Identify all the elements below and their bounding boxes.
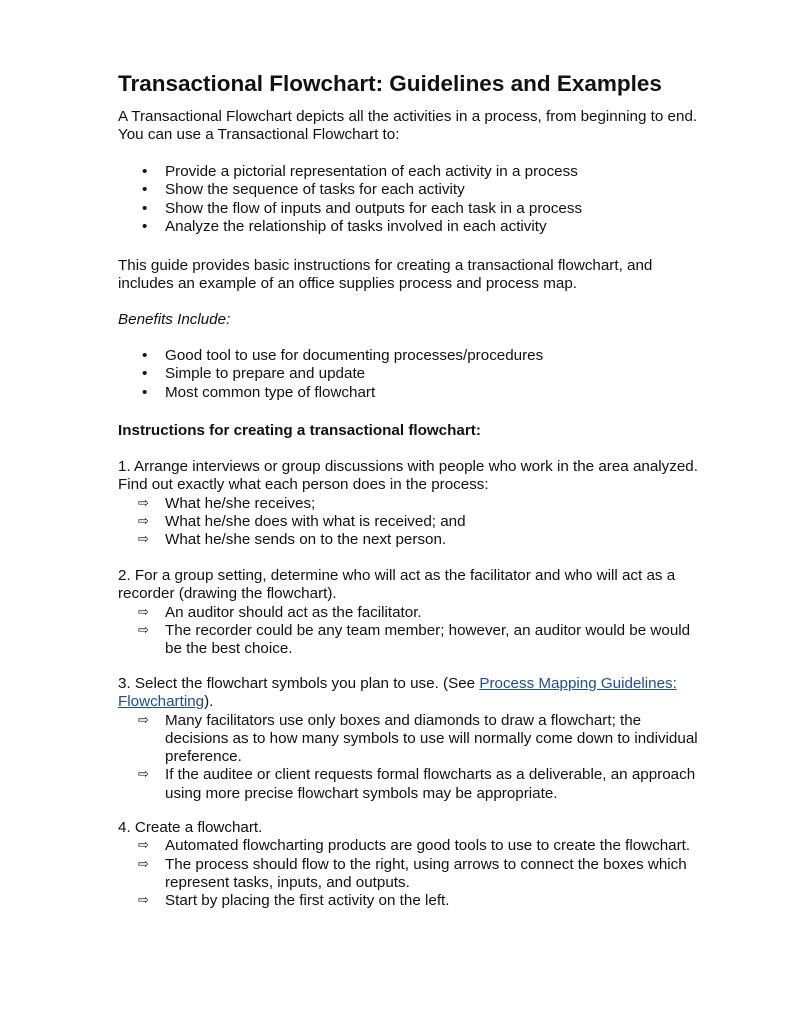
guide-paragraph: This guide provides basic instructions for creating a transactional flowchart, and includes an example of an office supplies process and process map. (118, 257, 653, 293)
list-item: ⇨ The process should flow to the right, using arrows to connect the boxes which represent tasks, inputs, and outputs. (118, 856, 698, 893)
list-item: ⇨ Many facilitators use only boxes and diamonds to draw a flowchart; the decisions as to how many symbols to use will normally come down to individual preference. (118, 712, 698, 767)
step-3-list (118, 712, 698, 803)
list-item: ⇨ Automated flowcharting products are good tools to use to create the flowchart. (118, 837, 698, 855)
page-title: Transactional Flowchart: Guidelines and Examples (118, 71, 662, 96)
step-2-list (118, 604, 698, 659)
benefits-list (118, 347, 543, 402)
step-1-list (118, 495, 698, 550)
step-2 (118, 567, 698, 658)
list-item: ⇨ What he/she receives; (118, 495, 698, 513)
step-text: 4. Create a flowchart. (118, 819, 263, 836)
process-mapping-link[interactable]: Process Mapping Guidelines: Flowcharting (118, 675, 677, 711)
list-item: • Simple to prepare and update (118, 365, 543, 383)
list-item: ⇨ What he/she does with what is received; and (118, 513, 698, 531)
step-4 (118, 819, 698, 910)
list-item: • Show the sequence of tasks for each activity (118, 181, 582, 199)
step-text-after: ). (204, 693, 214, 711)
intro-paragraph: A Transactional Flowchart depicts all the activities in a process, from beginning to end. You can use a Transactional Flowchart to: (118, 108, 698, 144)
list-item: ⇨ The recorder could be any team member; however, an auditor would be would be the best choice. (118, 622, 698, 659)
step-3 (118, 675, 698, 803)
list-item: ⇨ If the auditee or client requests formal flowcharts as a deliverable, an approach using more precise flowchart symbols may be appropriate. (118, 766, 698, 803)
step-1 (118, 458, 698, 549)
step-text: 2. For a group setting, determine who will act as the facilitator and who will act as a recorder (drawing the flowchart). (118, 567, 676, 603)
list-item: ⇨ What he/she sends on to the next person. (118, 531, 698, 549)
instructions-heading: Instructions for creating a transactional flowchart: (118, 422, 481, 439)
step-4-list (118, 837, 698, 910)
list-item: ⇨ Start by placing the first activity on the left. (118, 892, 698, 910)
list-item: • Show the flow of inputs and outputs for each task in a process (118, 200, 582, 218)
list-item: • Analyze the relationship of tasks involved in each activity (118, 218, 582, 236)
step-text-before: 3. Select the flowchart symbols you plan to use. (See (118, 675, 480, 692)
benefits-heading: Benefits Include: (118, 311, 231, 328)
list-item: • Most common type of flowchart (118, 384, 543, 402)
uses-list (118, 163, 582, 236)
list-item: ⇨ An auditor should act as the facilitator. (118, 604, 698, 622)
list-item: • Good tool to use for documenting processes/procedures (118, 347, 543, 365)
step-text (118, 675, 698, 712)
step-text: 1. Arrange interviews or group discussions with people who work in the area analyzed. Find out exactly what each person does in the process: (118, 458, 698, 494)
list-item: • Provide a pictorial representation of each activity in a process (118, 163, 582, 181)
